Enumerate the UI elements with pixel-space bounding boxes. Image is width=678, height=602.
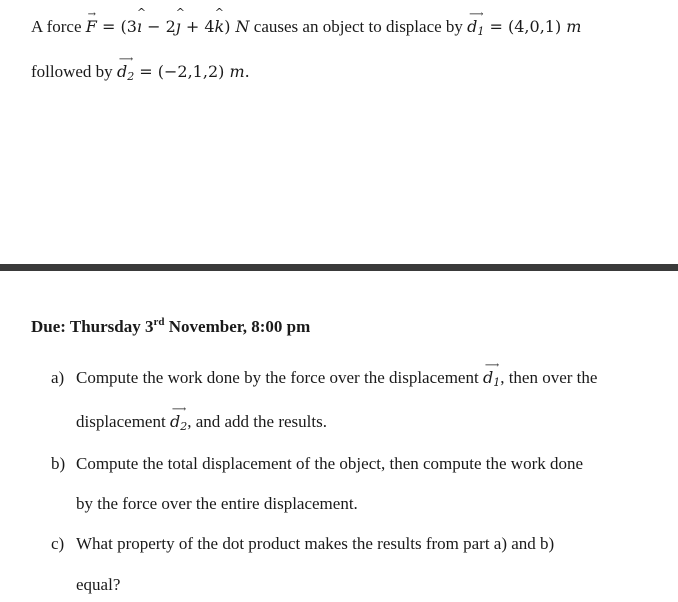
question-c-label: c) — [51, 534, 65, 553]
force-prefix-text: A force — [31, 17, 82, 36]
d2-equation: ⟶ $d_2 = (-2,1,2)$ m. — [116, 54, 250, 83]
problem-line-2 — [31, 54, 250, 83]
force-unit: N — [235, 17, 250, 36]
vector-arrow-icon: → — [87, 9, 96, 20]
hat-icon: ^ — [175, 6, 185, 19]
vector-F: → F — [85, 9, 97, 36]
question-b-line-1: Compute the total displacement of the object, then compute the work done — [76, 454, 584, 473]
vector-d1-symbol: ⟶ $d_1$ — [482, 360, 501, 389]
vector-d2: ⟶ $d_2$ — [116, 54, 135, 83]
displace-text: causes an object to displace by — [253, 17, 463, 36]
vector-d2 — [169, 404, 188, 433]
question-a-line-2: displacement ⟶ $d_2$, and add the results. — [76, 404, 327, 433]
section-divider — [0, 264, 678, 271]
question-b-label: b) — [51, 454, 66, 473]
vector-d1: ⟶ $d_1$ — [467, 9, 485, 38]
unit-vector-j: ^ ȷ — [175, 6, 185, 36]
unit-vector-k: ^ k — [214, 6, 225, 36]
vector-arrow-icon: ⟶ — [118, 54, 133, 65]
question-c-line-1: What property of the dot product makes the results from part a) and b) — [76, 534, 555, 553]
hat-icon: ^ — [136, 6, 147, 19]
vector-arrow-icon: ⟶ — [484, 360, 499, 371]
vector-d2-symbol: ⟶ $d_2$ — [169, 404, 188, 433]
unit-vector-i: ^ ı — [136, 6, 147, 36]
vector-d1 — [482, 360, 501, 389]
d1-equation: ⟶ $d_1 = (4,0,1)$ m — [467, 9, 582, 38]
force-equation: → F = (3 ^ ı − 2 ^ ȷ + 4 ^ k) N — [85, 6, 250, 36]
question-a-label: a) — [51, 368, 65, 387]
question-b-line-2: by the force over the entire displacement. — [76, 494, 358, 513]
vector-arrow-icon: ⟶ — [469, 9, 483, 20]
problem-line-1 — [31, 6, 582, 38]
question-a-line-1: Compute the work done by the force over the displacement ⟶ $d_1$, then over the — [76, 360, 598, 389]
question-c-line-2: equal? — [76, 575, 121, 594]
followed-text: followed by — [31, 62, 113, 81]
hat-icon: ^ — [214, 6, 224, 19]
due-date-heading: Due: Thursday 3rd November, 8:00 pm — [31, 316, 311, 336]
vector-arrow-icon: ⟶ — [171, 404, 186, 415]
